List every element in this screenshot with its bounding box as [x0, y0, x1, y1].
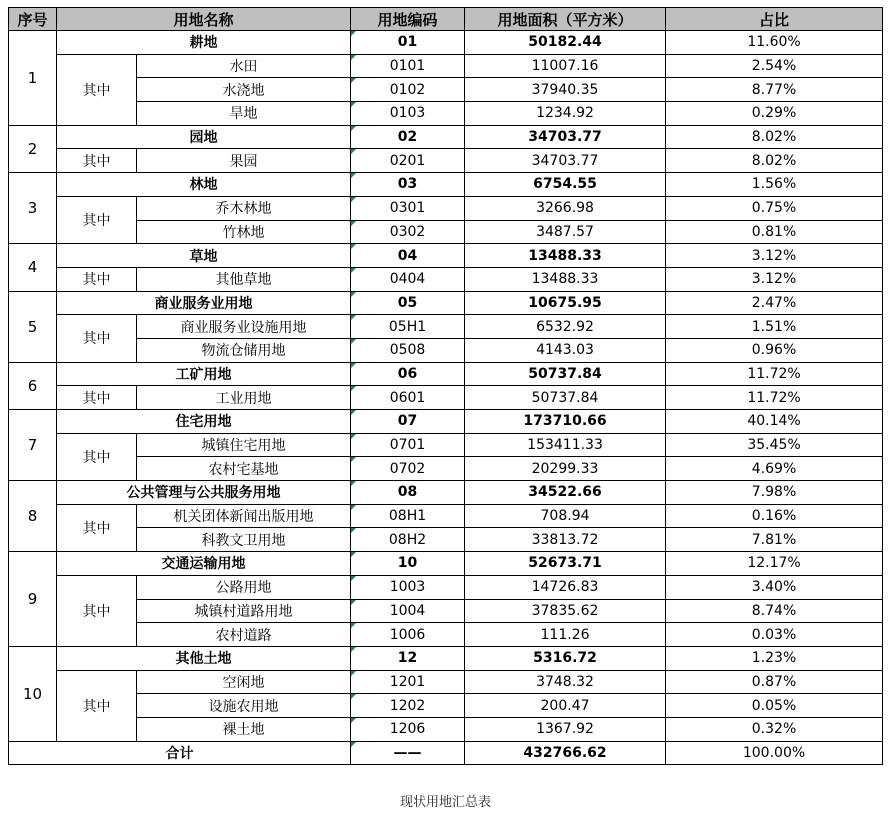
- subcategory-name: 果园: [137, 149, 351, 173]
- subcategory-area: 3266.98: [465, 196, 666, 220]
- subcategory-name: 竹林地: [137, 220, 351, 244]
- subcategory-name: 乔木林地: [137, 196, 351, 220]
- total-row: [9, 741, 883, 765]
- category-row: [9, 646, 883, 670]
- subcategory-name: 裸土地: [137, 717, 351, 741]
- category-ratio: 1.56%: [666, 173, 883, 197]
- category-code: 05: [351, 291, 465, 315]
- subcategory-code: 1206: [351, 717, 465, 741]
- category-ratio: 11.60%: [666, 31, 883, 55]
- sub-label: 其中: [57, 575, 137, 646]
- category-area: 5316.72: [465, 646, 666, 670]
- subcategory-name: 城镇村道路用地: [137, 599, 351, 623]
- subcategory-code: 1004: [351, 599, 465, 623]
- category-code: 12: [351, 646, 465, 670]
- category-name: 住宅用地: [57, 410, 351, 434]
- subcategory-ratio: 35.45%: [666, 433, 883, 457]
- subcategory-area: 50737.84: [465, 386, 666, 410]
- category-row: [9, 552, 883, 576]
- subcategory-row: [9, 623, 883, 647]
- sub-label: 其中: [57, 267, 137, 291]
- row-index: 5: [9, 291, 57, 362]
- subcategory-name: 农村道路: [137, 623, 351, 647]
- subcategory-code: 1201: [351, 670, 465, 694]
- subcategory-area: 6532.92: [465, 315, 666, 339]
- subcategory-ratio: 1.51%: [666, 315, 883, 339]
- subcategory-ratio: 0.32%: [666, 717, 883, 741]
- sub-label: 其中: [57, 386, 137, 410]
- subcategory-name: 水浇地: [137, 78, 351, 102]
- subcategory-row: [9, 267, 883, 291]
- subcategory-ratio: 11.72%: [666, 386, 883, 410]
- subcategory-ratio: 8.02%: [666, 149, 883, 173]
- category-area: 10675.95: [465, 291, 666, 315]
- category-ratio: 40.14%: [666, 410, 883, 434]
- subcategory-code: 08H1: [351, 504, 465, 528]
- row-index: 8: [9, 481, 57, 552]
- subcategory-area: 708.94: [465, 504, 666, 528]
- subcategory-name: 其他草地: [137, 267, 351, 291]
- category-name: 公共管理与公共服务用地: [57, 481, 351, 505]
- subcategory-ratio: 0.96%: [666, 338, 883, 362]
- category-code: 01: [351, 31, 465, 55]
- category-name: 林地: [57, 173, 351, 197]
- subcategory-area: 11007.16: [465, 54, 666, 78]
- category-row: [9, 125, 883, 149]
- category-name: 工矿用地: [57, 362, 351, 386]
- row-index: 4: [9, 244, 57, 291]
- subcategory-area: 13488.33: [465, 267, 666, 291]
- header-ratio: 占比: [666, 8, 883, 31]
- subcategory-name: 水田: [137, 54, 351, 78]
- row-index: 3: [9, 173, 57, 244]
- sub-label: 其中: [57, 196, 137, 243]
- subcategory-code: 0101: [351, 54, 465, 78]
- subcategory-row: [9, 149, 883, 173]
- category-code: 07: [351, 410, 465, 434]
- subcategory-row: [9, 694, 883, 718]
- subcategory-ratio: 0.81%: [666, 220, 883, 244]
- sub-label: 其中: [57, 315, 137, 362]
- sub-label: 其中: [57, 54, 137, 125]
- subcategory-code: 08H2: [351, 528, 465, 552]
- category-code: 08: [351, 481, 465, 505]
- category-area: 34522.66: [465, 481, 666, 505]
- category-area: 50182.44: [465, 31, 666, 55]
- category-row: [9, 291, 883, 315]
- subcategory-name: 机关团体新闻出版用地: [137, 504, 351, 528]
- header-code: 用地编码: [351, 8, 465, 31]
- subcategory-ratio: 0.87%: [666, 670, 883, 694]
- subcategory-code: 0201: [351, 149, 465, 173]
- subcategory-area: 4143.03: [465, 338, 666, 362]
- category-row: [9, 31, 883, 55]
- category-row: [9, 244, 883, 268]
- category-area: 34703.77: [465, 125, 666, 149]
- subcategory-ratio: 0.29%: [666, 102, 883, 126]
- category-code: 04: [351, 244, 465, 268]
- category-name: 商业服务业用地: [57, 291, 351, 315]
- subcategory-area: 3748.32: [465, 670, 666, 694]
- header-index: 序号: [9, 8, 57, 31]
- category-area: 52673.71: [465, 552, 666, 576]
- header-name: 用地名称: [57, 8, 351, 31]
- subcategory-row: [9, 599, 883, 623]
- subcategory-name: 商业服务业设施用地: [137, 315, 351, 339]
- subcategory-row: [9, 717, 883, 741]
- subcategory-code: 0701: [351, 433, 465, 457]
- header-area: 用地面积（平方米）: [465, 8, 666, 31]
- row-index: 2: [9, 125, 57, 172]
- subcategory-row: [9, 338, 883, 362]
- row-index: 7: [9, 410, 57, 481]
- category-name: 交通运输用地: [57, 552, 351, 576]
- subcategory-area: 200.47: [465, 694, 666, 718]
- subcategory-name: 物流仓储用地: [137, 338, 351, 362]
- subcategory-ratio: 8.74%: [666, 599, 883, 623]
- category-ratio: 7.98%: [666, 481, 883, 505]
- subcategory-code: 0102: [351, 78, 465, 102]
- subcategory-ratio: 8.77%: [666, 78, 883, 102]
- subcategory-area: 1234.92: [465, 102, 666, 126]
- category-ratio: 2.47%: [666, 291, 883, 315]
- subcategory-area: 37835.62: [465, 599, 666, 623]
- total-code: ——: [351, 741, 465, 765]
- category-row: [9, 173, 883, 197]
- total-label: 合计: [9, 741, 351, 765]
- category-ratio: 11.72%: [666, 362, 883, 386]
- sub-label: 其中: [57, 149, 137, 173]
- sub-label: 其中: [57, 504, 137, 551]
- subcategory-row: [9, 457, 883, 481]
- subcategory-ratio: 2.54%: [666, 54, 883, 78]
- subcategory-area: 33813.72: [465, 528, 666, 552]
- table-caption: 现状用地汇总表: [399, 795, 491, 810]
- subcategory-row: [9, 528, 883, 552]
- subcategory-row: [9, 220, 883, 244]
- row-index: 1: [9, 31, 57, 126]
- sub-label: 其中: [57, 670, 137, 741]
- subcategory-name: 城镇住宅用地: [137, 433, 351, 457]
- subcategory-ratio: 7.81%: [666, 528, 883, 552]
- land-use-summary-table: [8, 7, 883, 765]
- category-area: 173710.66: [465, 410, 666, 434]
- subcategory-code: 05H1: [351, 315, 465, 339]
- category-name: 其他土地: [57, 646, 351, 670]
- subcategory-code: 0302: [351, 220, 465, 244]
- category-row: [9, 481, 883, 505]
- subcategory-ratio: 0.75%: [666, 196, 883, 220]
- total-area: 432766.62: [465, 741, 666, 765]
- category-ratio: 12.17%: [666, 552, 883, 576]
- row-index: 10: [9, 646, 57, 741]
- subcategory-row: [9, 78, 883, 102]
- subcategory-code: 0601: [351, 386, 465, 410]
- category-area: 50737.84: [465, 362, 666, 386]
- table-body: [9, 31, 883, 765]
- subcategory-name: 设施农用地: [137, 694, 351, 718]
- subcategory-row: [9, 433, 883, 457]
- subcategory-area: 3487.57: [465, 220, 666, 244]
- subcategory-code: 0508: [351, 338, 465, 362]
- subcategory-ratio: 0.03%: [666, 623, 883, 647]
- subcategory-area: 14726.83: [465, 575, 666, 599]
- subcategory-area: 1367.92: [465, 717, 666, 741]
- category-name: 园地: [57, 125, 351, 149]
- subcategory-row: [9, 504, 883, 528]
- subcategory-ratio: 4.69%: [666, 457, 883, 481]
- sub-label: 其中: [57, 433, 137, 480]
- row-index: 6: [9, 362, 57, 409]
- subcategory-code: 0404: [351, 267, 465, 291]
- category-row: [9, 410, 883, 434]
- subcategory-name: 旱地: [137, 102, 351, 126]
- category-area: 13488.33: [465, 244, 666, 268]
- category-code: 03: [351, 173, 465, 197]
- category-name: 草地: [57, 244, 351, 268]
- subcategory-ratio: 0.16%: [666, 504, 883, 528]
- header-row: [9, 8, 883, 31]
- subcategory-row: [9, 575, 883, 599]
- subcategory-row: [9, 315, 883, 339]
- subcategory-code: 0301: [351, 196, 465, 220]
- subcategory-area: 37940.35: [465, 78, 666, 102]
- subcategory-area: 34703.77: [465, 149, 666, 173]
- subcategory-row: [9, 102, 883, 126]
- subcategory-code: 1202: [351, 694, 465, 718]
- subcategory-area: 20299.33: [465, 457, 666, 481]
- subcategory-name: 空闲地: [137, 670, 351, 694]
- total-ratio: 100.00%: [666, 741, 883, 765]
- category-ratio: 1.23%: [666, 646, 883, 670]
- subcategory-row: [9, 54, 883, 78]
- category-code: 06: [351, 362, 465, 386]
- subcategory-area: 153411.33: [465, 433, 666, 457]
- subcategory-code: 0103: [351, 102, 465, 126]
- category-area: 6754.55: [465, 173, 666, 197]
- subcategory-code: 1006: [351, 623, 465, 647]
- subcategory-name: 科教文卫用地: [137, 528, 351, 552]
- subcategory-name: 农村宅基地: [137, 457, 351, 481]
- subcategory-code: 1003: [351, 575, 465, 599]
- subcategory-row: [9, 386, 883, 410]
- subcategory-row: [9, 196, 883, 220]
- category-code: 10: [351, 552, 465, 576]
- subcategory-ratio: 3.12%: [666, 267, 883, 291]
- subcategory-name: 工业用地: [137, 386, 351, 410]
- category-name: 耕地: [57, 31, 351, 55]
- category-code: 02: [351, 125, 465, 149]
- subcategory-code: 0702: [351, 457, 465, 481]
- category-ratio: 8.02%: [666, 125, 883, 149]
- subcategory-name: 公路用地: [137, 575, 351, 599]
- row-index: 9: [9, 552, 57, 647]
- category-ratio: 3.12%: [666, 244, 883, 268]
- subcategory-area: 111.26: [465, 623, 666, 647]
- subcategory-row: [9, 670, 883, 694]
- subcategory-ratio: 3.40%: [666, 575, 883, 599]
- category-row: [9, 362, 883, 386]
- subcategory-ratio: 0.05%: [666, 694, 883, 718]
